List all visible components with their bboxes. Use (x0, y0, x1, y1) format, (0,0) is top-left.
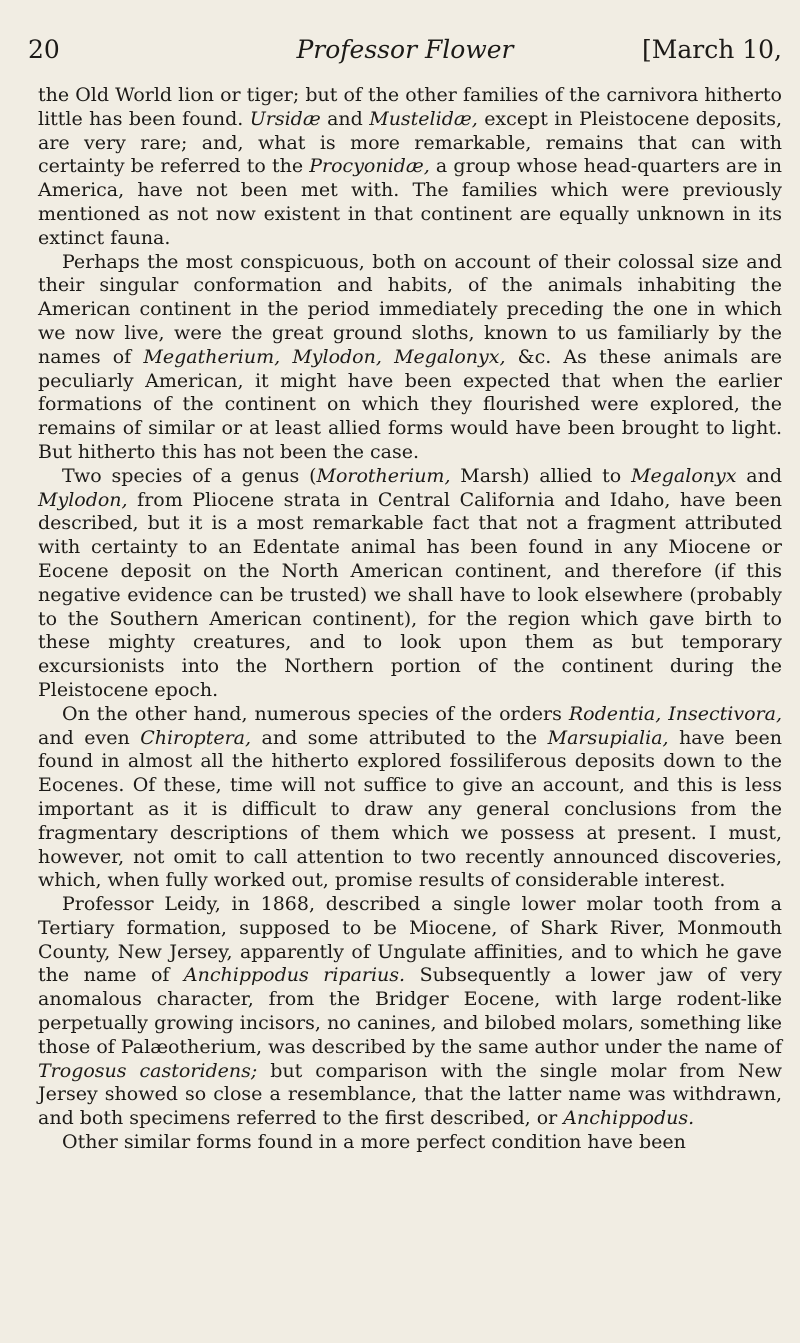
text-run: have been found in almost all the hitherto explored fossiliferous deposits down to the Eocenes. Of these, time will not suffice to give an account, and this is less important as it is difficult to draw any general conclusions from the fragmentary descriptions of them which we possess at present. I must, however, not omit to call attention to two recently announced discoveries, which, when fully worked out, promise results of considerable interest. (38, 726, 783, 892)
italic-run: Mylodon, (38, 488, 128, 511)
text-run: and even (38, 726, 141, 749)
italic-run: Anchippodus riparius. (183, 964, 406, 987)
text-run: except in Pleistocene deposits, are very rare; and, what is more remarkable, remains that can with certainty be referred to the (38, 107, 782, 178)
text-run: from Pliocene strata in Central California and Idaho, have been described, but it is a most remarkable fact that not a fragment attributed with certainty to an Edentate animal has been found in any Miocene or Eocene deposit on the North American continent, and therefore (if this negative evidence can be trusted) we shall have to look elsewhere (probably to the Southern American continent), for the region which gave birth to these mighty creatures, and to look upon them as but temporary excursionists into the Northern portion of the continent during the Pleistocene epoch. (38, 488, 782, 701)
italic-run: Procyonidæ, (309, 155, 430, 178)
text-run: On the other hand, numerous species of the orders (62, 702, 569, 725)
italic-run: Marsupialia, (547, 726, 669, 749)
text-run: Two species of a genus ( (62, 464, 317, 487)
paragraph (38, 84, 782, 251)
paragraph (38, 251, 782, 465)
paragraph (38, 703, 782, 893)
italic-run: Anchippodus. (563, 1107, 695, 1130)
text-run: Marsh) allied to (450, 464, 632, 487)
italic-run: Ursidæ (249, 107, 321, 130)
text-run: and (736, 464, 782, 487)
body-text (38, 84, 782, 1155)
italic-run: Chiroptera, (140, 726, 252, 749)
text-run: a group whose head-quarters are in America, have not been met with. The families which were previously mentioned as not now existent in that continent are equally unknown in its extinct fauna. (38, 155, 782, 249)
text-run: and (320, 107, 370, 130)
paragraph (38, 465, 782, 703)
text-run: but comparison with the single molar from New Jersey showed so close a resemblance, that the latter name was withdrawn, and both specimens referred to the first described, or (38, 1059, 782, 1130)
paragraph (38, 1131, 782, 1155)
italic-run: Megalonyx (631, 464, 737, 487)
text-run: Other similar forms found in a more perfect condition have been (62, 1131, 686, 1154)
paragraph (38, 893, 782, 1131)
italic-run: Mustelidæ, (369, 107, 478, 130)
text-run: Professor Leidy, in 1868, described a single lower molar tooth from a Tertiary formation, supposed to be Miocene, of Shark River, Monmouth County, New Jersey, apparently of Ungulate affinities, and to which he gave the name of (38, 893, 782, 987)
text-run: &c. As these animals are peculiarly American, it might have been expected that when the earlier formations of the continent on which they flourished were explored, the remains of similar or at least allied forms would have been brought to light. But hitherto this has not been the case. (38, 345, 782, 463)
text-run: the Old World lion or tiger; but of the other families of the carnivora hitherto little has been found. (38, 84, 782, 130)
running-title: Professor Flower (296, 35, 514, 64)
header-date: [March 10, (641, 35, 782, 64)
text-run: Perhaps the most conspicuous, both on account of their colossal size and their singular conformation and habits, of the animals inhabiting the American continent in the period immediately preceding the one in which we now live, were the great ground sloths, known to us familiarly by the names of (38, 250, 782, 368)
italic-run: Morotherium, (316, 464, 451, 487)
text-run: Subsequently a lower jaw of very anomalous character, from the Bridger Eocene, with large rodent-like perpetually growing incisors, no canines, and bilobed molars, something like those of Palæotherium, was described by the same author under the name of (38, 964, 783, 1058)
italic-run: Trogosus castoridens; (38, 1059, 258, 1082)
italic-run: Rodentia, Insectivora, (568, 702, 782, 725)
page-header (28, 30, 782, 70)
italic-run: Megatherium, Mylodon, Megalonyx, (143, 345, 506, 368)
text-run: and some attributed to the (251, 726, 548, 749)
page-number: 20 (28, 35, 60, 64)
